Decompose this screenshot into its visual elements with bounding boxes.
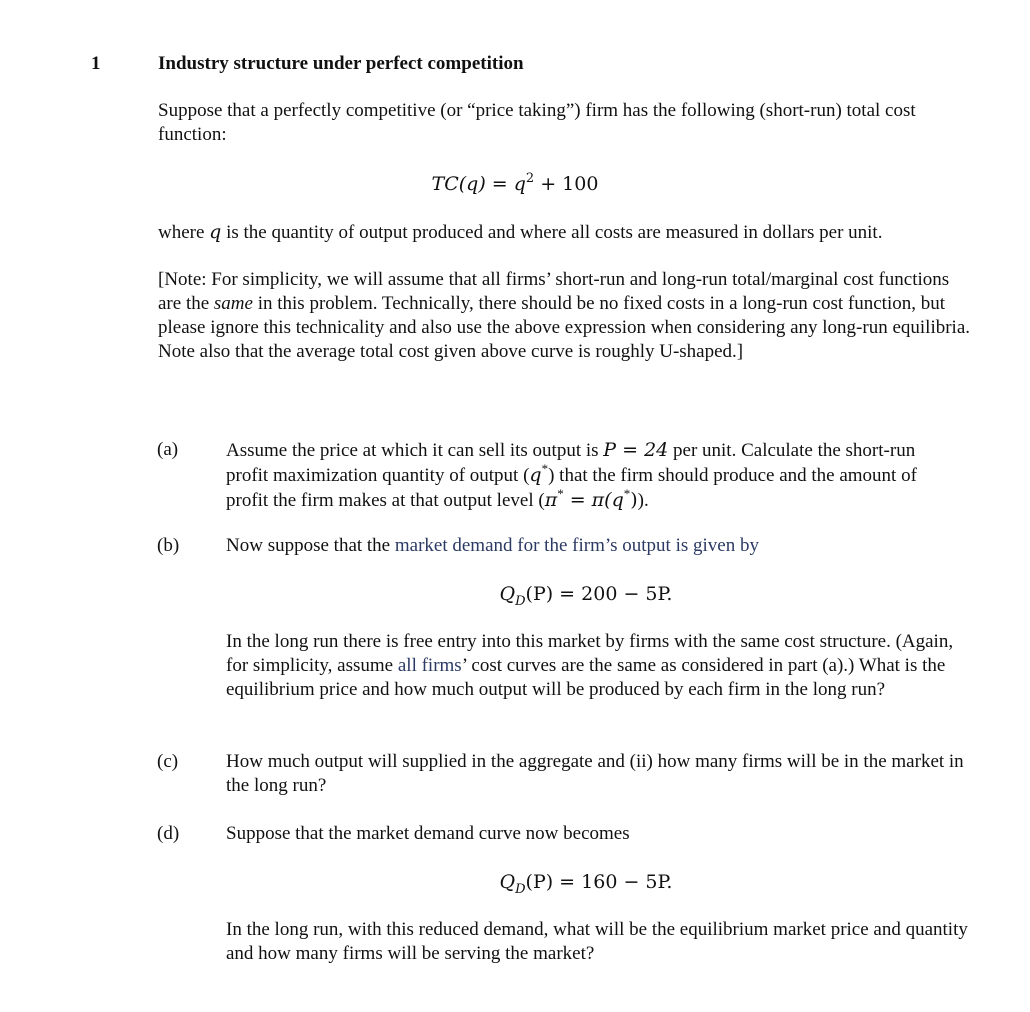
part-d-eq-q: Q <box>499 871 516 893</box>
total-cost-equation <box>0 172 1030 197</box>
part-d-label: (d) <box>157 823 180 844</box>
part-a-m3a: π <box>544 489 558 511</box>
part-b-eq-sub: D <box>515 593 526 609</box>
where-var: q <box>209 221 222 243</box>
tc-q: q <box>513 173 526 195</box>
part-c-label: (c) <box>157 751 179 772</box>
tc-equals: = <box>485 173 514 195</box>
part-a-m3b: = π(q <box>563 489 624 511</box>
question-number: 1 <box>91 53 101 74</box>
part-d-eq-sub: D <box>515 881 526 897</box>
where-pre: where <box>158 222 210 243</box>
tc-rest: + 100 <box>534 173 599 195</box>
part-b-eq-q: Q <box>499 583 516 605</box>
part-a-m2: q <box>529 464 542 486</box>
part-b-t2-post: ’ cost curves are the same as considered in part (a).) What is the equilibrium price and how much output will be produced by each firm in the long run? <box>226 655 946 700</box>
part-a-m3c: ) <box>630 489 638 511</box>
note-paragraph <box>158 268 973 364</box>
part-a-text <box>226 438 961 513</box>
note-post: in this problem. Technically, there should be no fixed costs in a long-run cost function, but please ignore this technicality and also use the above expression when considering any long-run equilibria. Note also that the average total cost given above curve is roughly U-shaped.] <box>158 293 971 362</box>
part-a-m3asup: * <box>557 485 564 501</box>
part-c-text: How much output will supplied in the aggregate and (ii) how many firms will be in the market in the long run? <box>226 751 964 796</box>
part-b-t2-blue: all firms <box>397 655 462 676</box>
part-b-t2-pre: In the long run there is free entry into this market by firms with the same cost structure. (Again, for simplicity, assume <box>226 631 954 676</box>
where-post: is the quantity of output produced and where all costs are measured in dollars per unit. <box>221 222 883 243</box>
part-a-t2: per unit. Calculate the short-run profit maximization quantity of output ( <box>226 440 916 486</box>
part-a-t4: ). <box>637 490 649 511</box>
part-a-t3: ) that the firm should produce and the amount of profit the firm makes at that output level ( <box>226 465 917 511</box>
question-title: Industry structure under perfect competition <box>158 53 524 74</box>
part-b-demand-equation <box>226 582 946 607</box>
part-d-eq-rest: (P) = 160 − 5P. <box>525 871 673 893</box>
part-b-t1-pre: Now suppose that the <box>226 535 395 556</box>
part-d-demand-equation <box>226 870 946 895</box>
intro-text: Suppose that a perfectly competitive (or “price taking”) firm has the following (short-run) total cost function: <box>158 100 916 145</box>
part-b-eq-rest: (P) = 200 − 5P. <box>525 583 673 605</box>
tc-exponent: 2 <box>525 170 535 186</box>
part-d-text1: Suppose that the market demand curve now becomes <box>226 823 630 844</box>
part-b-text1 <box>226 534 971 558</box>
part-d-text2: In the long run, with this reduced demand, what will be the equilibrium market price and quantity and how many firms will be serving the market? <box>226 919 968 964</box>
part-a-m3bsup: * <box>623 485 631 501</box>
part-b-label: (b) <box>157 535 180 556</box>
note-pre: [Note: For simplicity, we will assume that all firms’ short-run and long-run total/marginal cost functions are the <box>158 269 950 314</box>
where-paragraph <box>158 220 988 245</box>
part-a-m1: P = 24 <box>603 439 669 461</box>
tc-lhs: TC(q) <box>431 173 486 195</box>
part-a-t1: Assume the price at which it can sell its output is <box>226 440 604 461</box>
part-a-label: (a) <box>157 439 179 460</box>
part-a-m2sup: * <box>541 460 549 476</box>
note-emph: same <box>213 293 253 314</box>
part-b-t1-blue: market demand for the firm’s output is given by <box>394 535 759 556</box>
part-b-text2 <box>226 630 971 702</box>
intro-paragraph <box>158 99 978 147</box>
